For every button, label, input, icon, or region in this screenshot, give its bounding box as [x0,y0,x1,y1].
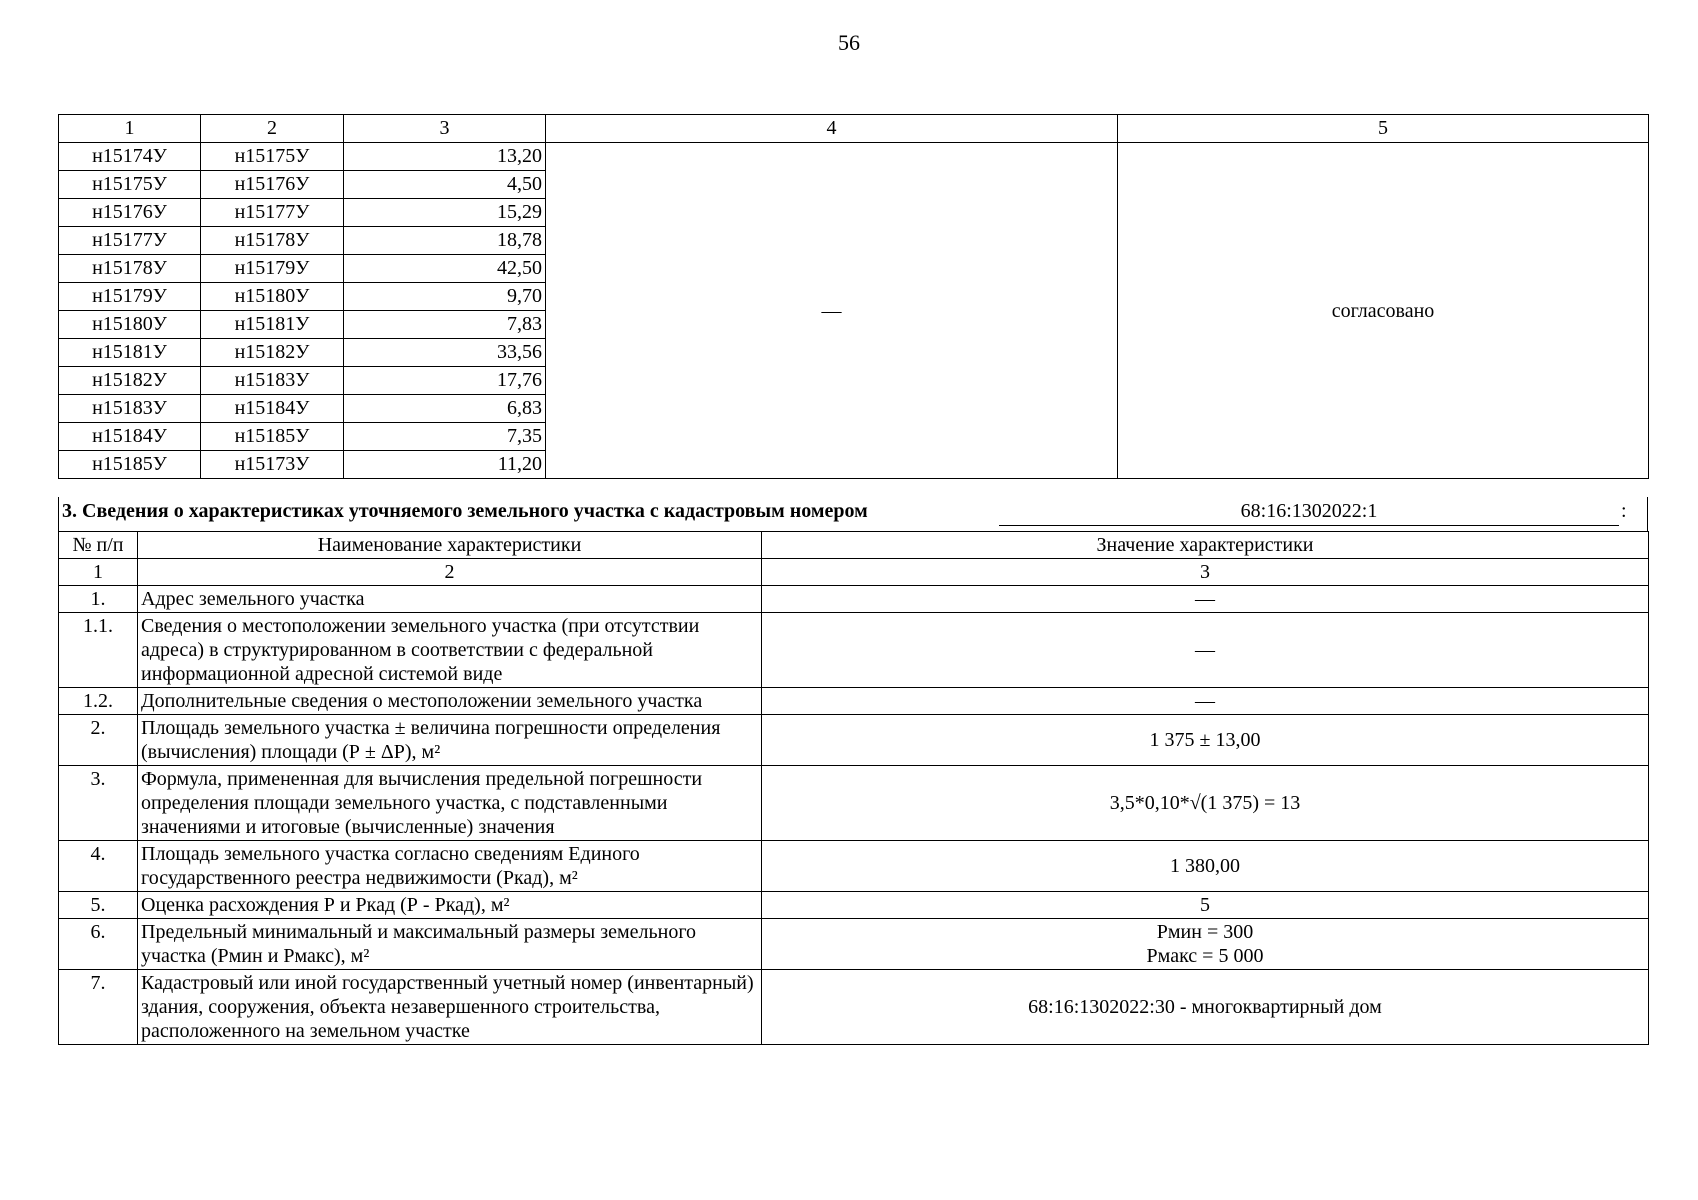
characteristic-value [762,970,1649,1045]
value-line: Рмин = 300 [1156,921,1254,943]
value-line: 68:16:1302022:30 - многоквартирный дом [1028,996,1382,1018]
table-row [59,715,1649,766]
point-to: н15179У [201,255,344,283]
segment-length: 4,50 [344,171,546,199]
characteristic-name: Дополнительные сведения о местоположении земельного участка [138,688,762,715]
point-from: н15180У [59,311,201,339]
point-to: н15173У [201,451,344,479]
characteristic-name: Площадь земельного участка согласно сведениям Единого государственного реестра недвижимости (Ркад), м² [138,841,762,892]
table-row [59,613,1649,688]
table-row [59,919,1649,970]
column-4-value: — [546,143,1118,479]
point-to: н15184У [201,395,344,423]
point-from: н15175У [59,171,201,199]
subheader-2: 2 [138,559,762,586]
point-to: н15185У [201,423,344,451]
characteristic-name: Площадь земельного участка ± величина погрешности определения (вычисления) площади (Р ± ΔР), м² [138,715,762,766]
characteristic-name: Кадастровый или иной государственный учетный номер (инвентарный) здания, сооружения, объекта незавершенного строительства, расположенного на земельном участке [138,970,762,1045]
characteristic-name: Адрес земельного участка [138,586,762,613]
column-header-3: 3 [344,115,546,143]
header-number: № п/п [59,532,138,559]
point-from: н15179У [59,283,201,311]
table-row [59,892,1649,919]
segment-length: 13,20 [344,143,546,171]
segment-length: 9,70 [344,283,546,311]
characteristic-name: Предельный минимальный и максимальный размеры земельного участка (Рмин и Рмакс), м² [138,919,762,970]
characteristic-value [762,688,1649,715]
point-to: н15178У [201,227,344,255]
row-number: 1.2. [59,688,138,715]
column-header-4: 4 [546,115,1118,143]
segment-length: 15,29 [344,199,546,227]
section-colon: : [1621,500,1627,522]
segment-length: 7,83 [344,311,546,339]
point-to: н15182У [201,339,344,367]
characteristic-value [762,715,1649,766]
characteristic-name: Формула, примененная для вычисления предельной погрешности определения площади земельного участка, с подставленными значениями и итоговые (вычисленные) значения [138,766,762,841]
row-number: 6. [59,919,138,970]
approval-status: согласовано [1118,143,1649,479]
segment-length: 6,83 [344,395,546,423]
row-number: 1. [59,586,138,613]
characteristic-value [762,919,1649,970]
point-to: н15180У [201,283,344,311]
table-row [59,688,1649,715]
column-header-1: 1 [59,115,201,143]
characteristic-value [762,892,1649,919]
table-row [59,841,1649,892]
value-line: 5 [1200,894,1210,916]
value-line: — [1195,690,1215,712]
section-title: 3. Сведения о характеристиках уточняемого земельного участка с кадастровым номером [62,500,868,522]
value-line: — [1195,639,1215,661]
value-line: 3,5*0,10*√(1 375) = 13 [1109,792,1301,814]
point-to: н15183У [201,367,344,395]
value-line: 1 375 ± 13,00 [1149,729,1261,751]
characteristic-name: Сведения о местоположении земельного участка (при отсутствии адреса) в структурированном в соответствии с федеральной информационной адресной системой виде [138,613,762,688]
value-line: — [1195,588,1215,610]
table-row [59,143,1649,171]
subheader-1: 1 [59,559,138,586]
row-number: 3. [59,766,138,841]
characteristic-value [762,586,1649,613]
point-from: н15183У [59,395,201,423]
header-name: Наименование характеристики [138,532,762,559]
segment-length: 7,35 [344,423,546,451]
segment-length: 17,76 [344,367,546,395]
column-header-5: 5 [1118,115,1649,143]
table-row [59,586,1649,613]
table-header-row [59,115,1649,143]
characteristic-value [762,841,1649,892]
value-line: 1 380,00 [1170,855,1240,877]
characteristic-value [762,613,1649,688]
segment-length: 18,78 [344,227,546,255]
page-number: 56 [838,30,860,55]
point-from: н15174У [59,143,201,171]
point-from: н15181У [59,339,201,367]
table-subheader-row [59,559,1649,586]
point-from: н15185У [59,451,201,479]
row-number: 7. [59,970,138,1045]
point-from: н15177У [59,227,201,255]
boundary-parts-table [58,114,1649,479]
subheader-3: 3 [762,559,1649,586]
row-number: 4. [59,841,138,892]
cadastral-number: 68:16:1302022:1 [1240,500,1378,522]
point-to: н15177У [201,199,344,227]
table-header-row [59,532,1649,559]
row-number: 1.1. [59,613,138,688]
segment-length: 33,56 [344,339,546,367]
row-number: 2. [59,715,138,766]
characteristic-name: Оценка расхождения Р и Ркад (Р - Ркад), м² [138,892,762,919]
column-header-2: 2 [201,115,344,143]
cadastral-number-underline [999,525,1619,526]
segment-length: 11,20 [344,451,546,479]
characteristics-table [58,531,1649,1045]
table-row [59,766,1649,841]
row-number: 5. [59,892,138,919]
point-from: н15184У [59,423,201,451]
value-line: Рмакс = 5 000 [1146,945,1264,967]
segment-length: 42,50 [344,255,546,283]
point-to: н15181У [201,311,344,339]
table-row [59,970,1649,1045]
section-3-heading [58,497,1648,531]
point-from: н15176У [59,199,201,227]
point-to: н15176У [201,171,344,199]
characteristic-value [762,766,1649,841]
header-value: Значение характеристики [762,532,1649,559]
point-from: н15178У [59,255,201,283]
point-from: н15182У [59,367,201,395]
point-to: н15175У [201,143,344,171]
